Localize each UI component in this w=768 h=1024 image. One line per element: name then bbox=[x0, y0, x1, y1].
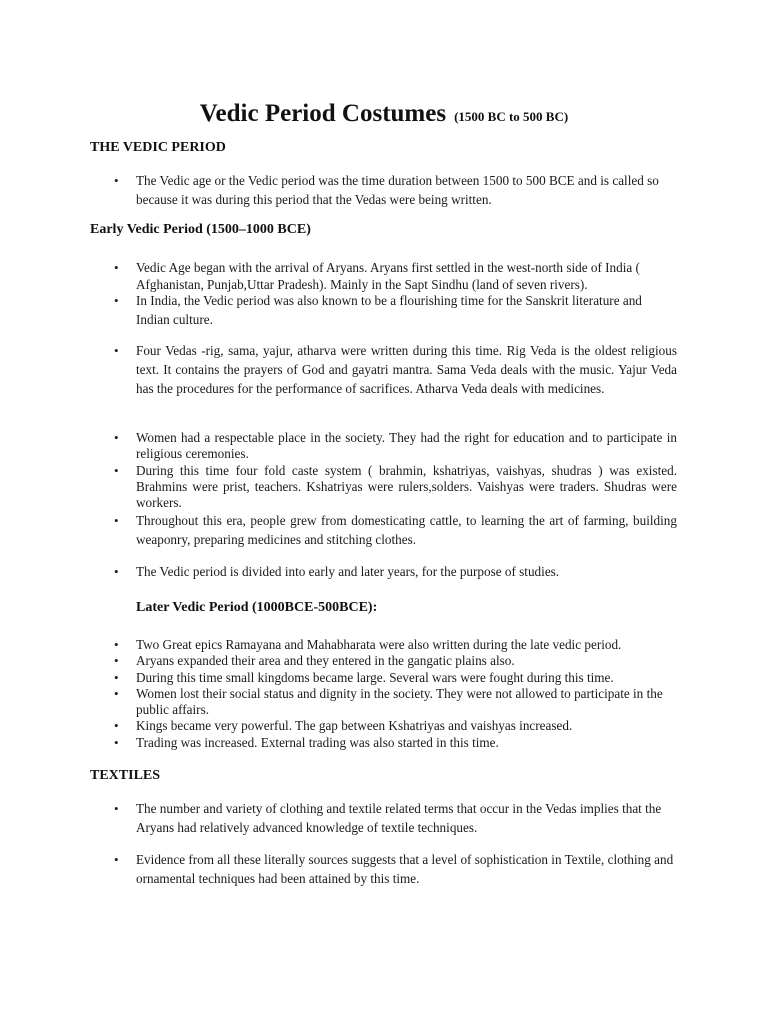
title-main: Vedic Period Costumes bbox=[199, 100, 447, 127]
textiles-list-b bbox=[0, 850, 677, 888]
early-vedic-list-e bbox=[0, 511, 677, 549]
bullet-icon: • bbox=[114, 564, 119, 579]
list-item: • Aryans expanded their area and they entered in the gangatic plains also. bbox=[114, 653, 515, 669]
bullet-icon: • bbox=[114, 430, 119, 445]
bullet-icon: • bbox=[114, 343, 119, 358]
list-item: • Evidence from all these literally sources suggests that a level of sophistication in Textile, clothing and ornamental techniques had been attained by this time. bbox=[114, 852, 674, 886]
bullet-icon: • bbox=[114, 637, 119, 652]
bullet-icon: • bbox=[114, 293, 119, 308]
bullet-icon: • bbox=[114, 669, 119, 685]
early-vedic-list-c bbox=[0, 341, 677, 398]
list-item: • Four Vedas -rig, sama, yajur, atharva were written during this time. Rig Veda is the oldest religious text. It contains the prayers of God and gayatri mantra. Sama Veda deals with the music. Yajur Veda has the procedures for the performance of sacrifices. Atharva Veda deals with medicines. bbox=[114, 343, 677, 396]
textiles-list-a bbox=[0, 799, 677, 837]
bullet-icon: • bbox=[114, 173, 119, 188]
bullet-icon: • bbox=[114, 462, 119, 478]
heading-early-vedic: Early Vedic Period (1500–1000 BCE) bbox=[90, 222, 311, 237]
list-item: • Kings became very powerful. The gap between Kshatriyas and vaishyas increased. bbox=[114, 718, 573, 734]
list-item: • Women lost their social status and dignity in the society. They were not allowed to participate in the public affairs. bbox=[114, 685, 663, 718]
bullet-icon: • bbox=[114, 734, 119, 750]
list-item: • Trading was increased. External trading was also started in this time. bbox=[114, 734, 499, 750]
early-vedic-list-b bbox=[0, 291, 677, 329]
bullet-icon: • bbox=[114, 260, 119, 275]
list-item: • The Vedic period is divided into early and later years, for the purpose of studies. bbox=[114, 564, 560, 579]
bullet-icon: • bbox=[114, 685, 119, 701]
list-item: • Two Great epics Ramayana and Mahabharata were also written during the late vedic period. bbox=[114, 637, 622, 652]
bullet-icon: • bbox=[114, 852, 119, 867]
later-vedic-list bbox=[0, 637, 677, 751]
list-item: • In India, the Vedic period was also known to be a flourishing time for the Sanskrit literature and Indian culture. bbox=[114, 293, 642, 327]
list-item: • The Vedic age or the Vedic period was the time duration between 1500 to 500 BCE and is called so because it was during this period that the Vedas were being written. bbox=[114, 173, 659, 207]
vedic-period-list bbox=[0, 171, 677, 209]
early-vedic-list-d bbox=[0, 430, 677, 511]
heading-textiles: TEXTILES bbox=[90, 768, 161, 783]
bullet-icon: • bbox=[114, 718, 119, 734]
list-item: • Women had a respectable place in the society. They had the right for education and to participate in religious ceremonies. bbox=[114, 430, 677, 462]
bullet-icon: • bbox=[114, 513, 119, 528]
list-item: • Throughout this era, people grew from domesticating cattle, to learning the art of farming, building weaponry, preparing medicines and stitching clothes. bbox=[114, 513, 677, 547]
title-date-range: (1500 BC to 500 BC) bbox=[454, 109, 569, 124]
page-title bbox=[0, 92, 768, 129]
list-item: • Vedic Age began with the arrival of Aryans. Aryans first settled in the west-north side of India ( Afghanistan, Punjab,Uttar Pradesh). Mainly in the Sapt Sindhu (land of seven rivers). bbox=[114, 260, 640, 292]
bullet-icon: • bbox=[114, 801, 119, 816]
heading-vedic-period: THE VEDIC PERIOD bbox=[90, 140, 226, 155]
list-item: • The number and variety of clothing and textile related terms that occur in the Vedas implies that the Aryans had relatively advanced knowledge of textile techniques. bbox=[114, 801, 662, 835]
list-item: • During this time small kingdoms became large. Several wars were fought during this time. bbox=[114, 669, 614, 685]
heading-later-vedic: Later Vedic Period (1000BCE-500BCE): bbox=[136, 600, 378, 615]
early-vedic-list-f bbox=[0, 562, 677, 581]
bullet-icon: • bbox=[114, 653, 119, 669]
early-vedic-list-a bbox=[0, 259, 677, 293]
list-item: • During this time four fold caste system ( brahmin, kshatriyas, vaishyas, shudras ) was existed. Brahmins were prist, teachers. Kshatriyas were rulers,solders. Vaishyas were traders. Shudras were workers. bbox=[114, 462, 677, 511]
